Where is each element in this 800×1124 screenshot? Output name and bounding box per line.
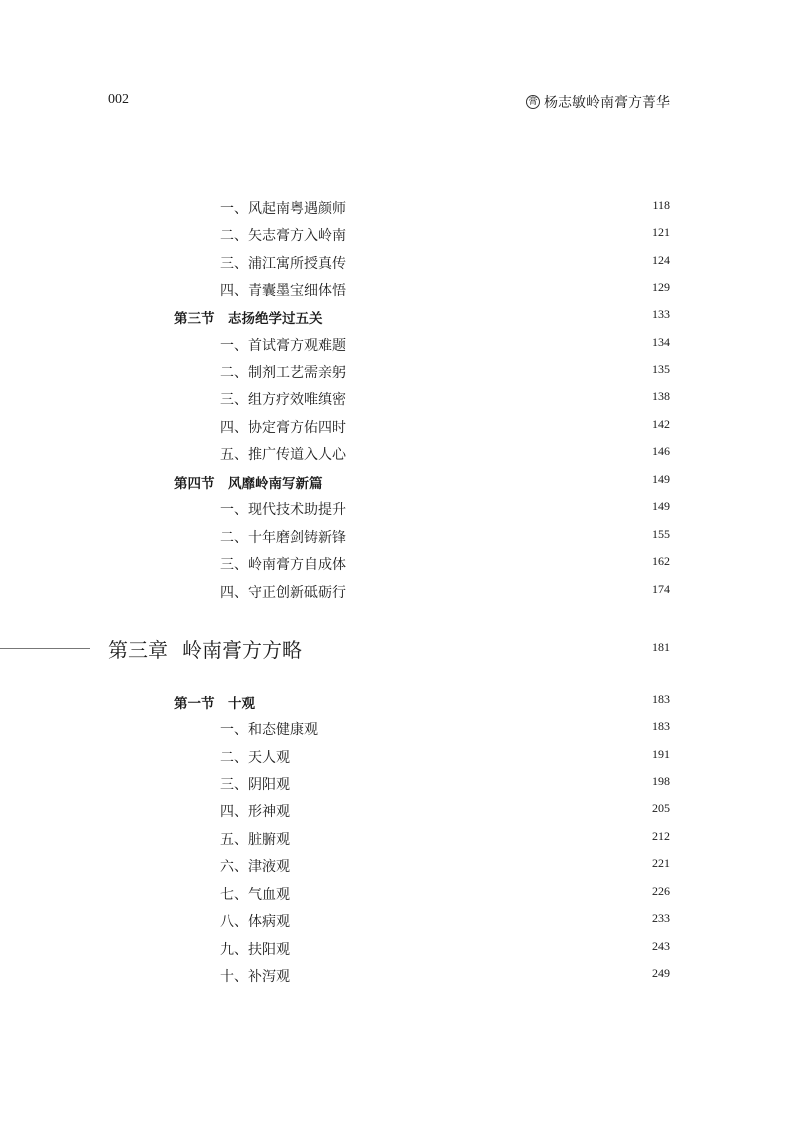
toc-entry-title: 一、首试膏方观难题 — [220, 338, 346, 354]
toc-entry-title: 四、形神观 — [220, 804, 290, 820]
toc-section[interactable] — [0, 692, 800, 714]
toc-entry[interactable] — [0, 554, 800, 576]
chapter-number: 第三章 — [108, 638, 168, 662]
toc-entry-page: 243 — [652, 939, 670, 953]
toc-entry-title: 六、津液观 — [220, 859, 290, 875]
toc-entry-title: 二、天人观 — [220, 750, 290, 766]
toc-entry[interactable] — [0, 774, 800, 796]
toc-entry-page: 205 — [652, 801, 670, 815]
chapter-rule — [0, 648, 90, 649]
toc-entry[interactable] — [0, 582, 800, 604]
toc-entry-page: 138 — [652, 389, 670, 403]
toc-entry-page: 191 — [652, 747, 670, 761]
toc-entry-page: 133 — [652, 307, 670, 321]
toc-entry-page: 146 — [652, 444, 670, 458]
toc-section[interactable] — [0, 472, 800, 494]
toc-entry-title: 三、组方疗效唯缜密 — [220, 392, 346, 408]
toc-entry-page: 221 — [652, 856, 670, 870]
toc-entry[interactable] — [0, 225, 800, 247]
toc-entry[interactable] — [0, 280, 800, 302]
toc-entry-page: 142 — [652, 417, 670, 431]
section-title: 十观 — [228, 696, 255, 712]
toc-entry-title: 八、体病观 — [220, 914, 290, 930]
toc-entry-page: 129 — [652, 280, 670, 294]
toc-entry[interactable] — [0, 801, 800, 823]
toc-entry[interactable] — [0, 198, 800, 220]
chapter-title: 岭南膏方方略 — [182, 638, 302, 662]
toc-entry[interactable] — [0, 527, 800, 549]
toc-entry-title: 五、推广传道入人心 — [220, 447, 346, 463]
toc-entry-page: 149 — [652, 472, 670, 486]
page-number: 002 — [108, 92, 129, 107]
toc-entry-title: 十、补泻观 — [220, 969, 290, 985]
toc-entry-page: 212 — [652, 829, 670, 843]
toc-entry-page: 155 — [652, 527, 670, 541]
toc-chapter[interactable] — [0, 634, 800, 664]
toc-entry[interactable] — [0, 884, 800, 906]
toc-entry-title: 四、协定膏方佑四时 — [220, 420, 346, 436]
toc-entry-title: 五、脏腑观 — [220, 832, 290, 848]
toc-entry-title: 四、青囊墨宝细体悟 — [220, 283, 346, 299]
toc-entry-title: 一、现代技术助提升 — [220, 502, 346, 518]
toc-entry-page: 181 — [652, 640, 670, 654]
toc-entry-page: 118 — [652, 198, 670, 212]
section-title: 风靡岭南写新篇 — [228, 476, 323, 492]
toc-entry-title: 三、浦江寓所授真传 — [220, 256, 346, 272]
toc-entry[interactable] — [0, 253, 800, 275]
toc-entry[interactable] — [0, 362, 800, 384]
toc-entry-title: 四、守正创新砥砺行 — [220, 585, 346, 601]
toc-entry-page: 249 — [652, 966, 670, 980]
section-number: 第三节 — [174, 311, 215, 327]
toc-entry-title: 九、扶阳观 — [220, 942, 290, 958]
toc-entry-page: 124 — [652, 253, 670, 267]
toc-entry-title: 二、矢志膏方入岭南 — [220, 228, 346, 244]
toc-entry[interactable] — [0, 966, 800, 988]
toc-entry-title: 一、和态健康观 — [220, 722, 318, 738]
toc-entry[interactable] — [0, 335, 800, 357]
book-title: 杨志敏岭南膏方菁华 — [544, 95, 670, 111]
seal-icon: 膏 — [526, 95, 540, 109]
toc-entry-page: 134 — [652, 335, 670, 349]
running-head — [526, 92, 670, 112]
toc-entry[interactable] — [0, 911, 800, 933]
section-number: 第四节 — [174, 476, 215, 492]
toc-entry[interactable] — [0, 444, 800, 466]
toc-entry-page: 183 — [652, 719, 670, 733]
toc-entry-page: 198 — [652, 774, 670, 788]
section-title: 志扬绝学过五关 — [228, 311, 323, 327]
toc-entry-title: 二、制剂工艺需亲躬 — [220, 365, 346, 381]
toc-entry[interactable] — [0, 939, 800, 961]
toc-section[interactable] — [0, 307, 800, 329]
toc-entry-title: 一、风起南粤遇颜师 — [220, 201, 346, 217]
toc-entry-title: 三、阴阳观 — [220, 777, 290, 793]
toc-entry[interactable] — [0, 856, 800, 878]
toc-entry-page: 135 — [652, 362, 670, 376]
toc-entry-page: 149 — [652, 499, 670, 513]
toc-entry-title: 三、岭南膏方自成体 — [220, 557, 346, 573]
toc-entry[interactable] — [0, 417, 800, 439]
toc-entry-title: 二、十年磨剑铸新锋 — [220, 530, 346, 546]
toc-entry[interactable] — [0, 829, 800, 851]
toc-entry-page: 183 — [652, 692, 670, 706]
toc-entry-page: 233 — [652, 911, 670, 925]
toc-entry[interactable] — [0, 389, 800, 411]
toc-entry-title: 七、气血观 — [220, 887, 290, 903]
toc-entry[interactable] — [0, 719, 800, 741]
toc-entry[interactable] — [0, 747, 800, 769]
toc-entry[interactable] — [0, 499, 800, 521]
toc-entry-page: 174 — [652, 582, 670, 596]
section-number: 第一节 — [174, 696, 215, 712]
toc-entry-page: 226 — [652, 884, 670, 898]
toc-entry-page: 162 — [652, 554, 670, 568]
toc-entry-page: 121 — [652, 225, 670, 239]
